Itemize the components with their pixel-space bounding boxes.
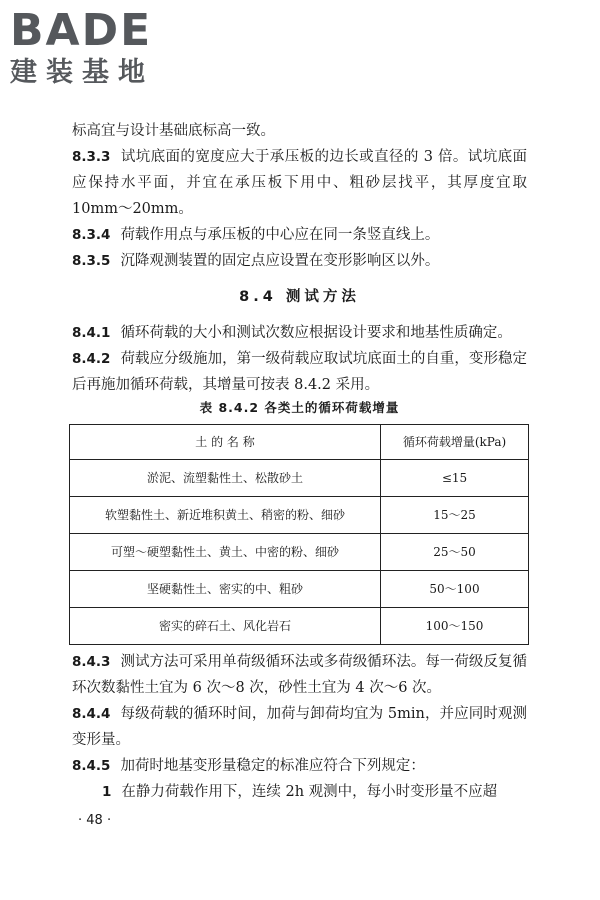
- table-caption: 表 8.4.2 各类土的循环荷载增量: [199, 400, 400, 415]
- page-content: [72, 118, 527, 805]
- clause-text: 循环荷载的大小和测试次数应根据设计要求和地基性质确定。: [120, 325, 512, 341]
- clause-8-3-4: [72, 222, 527, 248]
- clause-text: 试坑底面的宽度应大于承压板的边长或直径的 3 倍。试坑底面应保持水平面，并宜在承压板下用中、粗砂层找平，其厚度宜取 10mm～20mm。: [72, 149, 527, 217]
- clause-number: 8.3.3: [72, 149, 111, 165]
- table-cell-increment: 25～50: [381, 534, 529, 571]
- clause-number: 8.4.2: [72, 351, 111, 367]
- table-cell-soil: 可塑～硬塑黏性土、黄土、中密的粉、细砂: [70, 534, 381, 571]
- table-cell-increment: 50～100: [381, 571, 529, 608]
- clause-text: 荷载作用点与承压板的中心应在同一条竖直线上。: [120, 227, 440, 243]
- paragraph-continuation: [72, 118, 527, 144]
- page-number: · 48 ·: [78, 813, 112, 828]
- table-cell-soil: 淤泥、流塑黏性土、松散砂土: [70, 460, 381, 497]
- clause-8-3-5: [72, 248, 527, 274]
- table-cell-increment: 100～150: [381, 608, 529, 645]
- clause-number: 8.3.4: [72, 227, 111, 243]
- load-increment-table: [69, 424, 529, 645]
- table-row: [70, 608, 529, 645]
- table-header-load-increment: 循环荷载增量(kPa): [381, 425, 529, 460]
- table-row: [70, 571, 529, 608]
- clause-number: 8.4.5: [72, 758, 111, 774]
- table-cell-increment: ≤15: [381, 460, 529, 497]
- clause-number: 8.3.5: [72, 253, 111, 269]
- clause-text: 加荷时地基变形量稳定的标准应符合下列规定：: [120, 758, 425, 774]
- clause-text: 沉降观测装置的固定点应设置在变形影响区以外。: [120, 253, 440, 269]
- clause-text: 测试方法可采用单荷级循环法或多荷级循环法。每一荷级反复循环次数黏性土宜为 6 次～8 次，砂性土宜为 4 次～6 次。: [72, 654, 527, 696]
- clause-8-4-4: [72, 701, 527, 753]
- table-cell-soil: 密实的碎石土、风化岩石: [70, 608, 381, 645]
- clause-8-4-2: [72, 346, 527, 398]
- clause-text: 荷载应分级施加，第一级荷载应取试坑底面土的自重，变形稳定后再施加循环荷载，其增量可按表 8.4.2 采用。: [72, 351, 527, 393]
- table-header-row: [70, 425, 529, 460]
- item-text: 在静力荷载作用下，连续 2h 观测中，每小时变形量不应超: [121, 784, 498, 800]
- table-header-soil-name: 土 的 名 称: [70, 425, 381, 460]
- table-row: [70, 534, 529, 571]
- clause-number: 8.4.4: [72, 706, 111, 722]
- paragraph-text: 标高宜与设计基础底标高一致。: [72, 123, 275, 139]
- clause-text: 每级荷载的循环时间，加荷与卸荷均宜为 5min，并应同时观测变形量。: [72, 706, 527, 748]
- clause-number: 8.4.3: [72, 654, 111, 670]
- section-title: 8.4 测试方法: [239, 289, 360, 305]
- table-cell-increment: 15～25: [381, 497, 529, 534]
- logo-text: BADE: [10, 5, 153, 56]
- clause-8-4-3: [72, 649, 527, 701]
- table-row: [70, 497, 529, 534]
- table-row: [70, 460, 529, 497]
- item-number: 1: [102, 784, 112, 800]
- table-cell-soil: 坚硬黏性土、密实的中、粗砂: [70, 571, 381, 608]
- logo-subtitle: 建装基地: [10, 57, 154, 88]
- clause-8-4-5: [72, 753, 527, 779]
- clause-8-3-3: [72, 144, 527, 222]
- list-item-1: [72, 779, 527, 805]
- table-cell-soil: 软塑黏性土、新近堆积黄土、稍密的粉、细砂: [70, 497, 381, 534]
- logo: [10, 5, 180, 90]
- clause-8-4-1: [72, 320, 527, 346]
- clause-number: 8.4.1: [72, 325, 111, 341]
